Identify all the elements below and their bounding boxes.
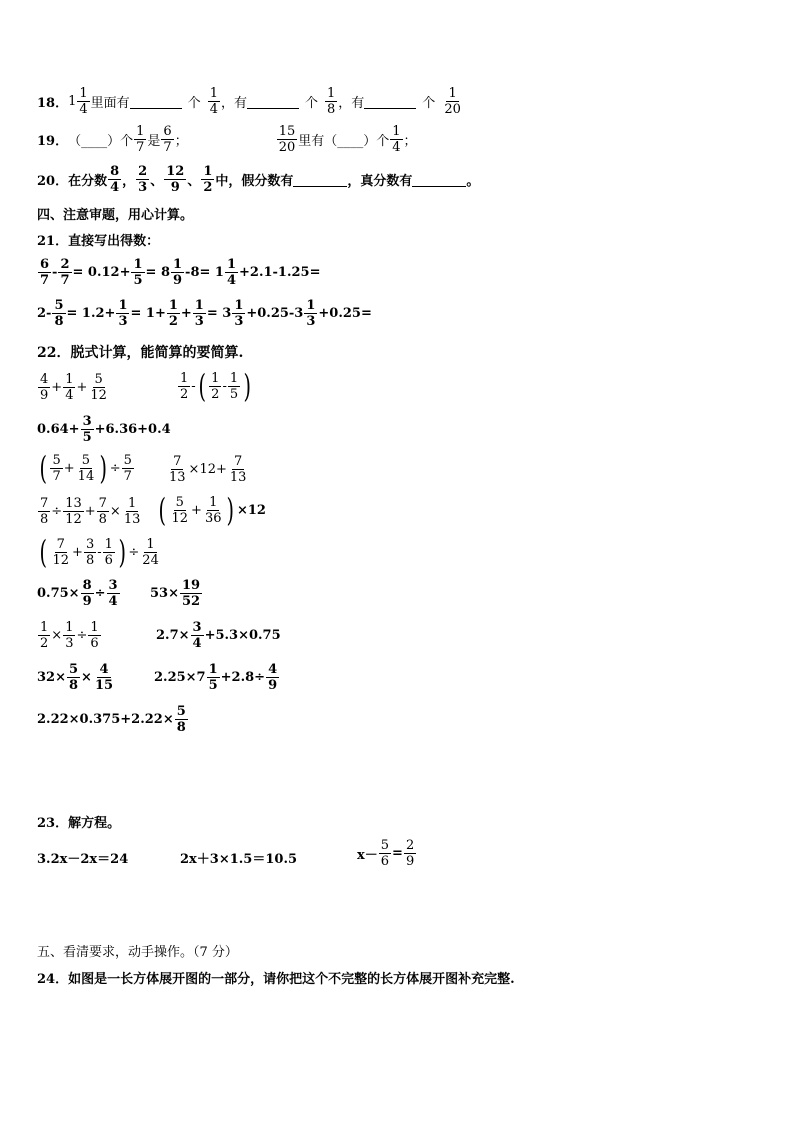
q23-equation-1: 3.2x－2x＝24 (37, 852, 129, 867)
q22-expr-k: $\frac{1}{2}$ × $\frac{1}{3}$ ÷ $\frac{1}{6}$ (40, 620, 99, 651)
question-19: 19． （____）个 $\frac{1}{7}$ 是 $\frac{6}{7}$ ； $\frac{15}{20}$ 里有（____）个 $\frac{1}{4}$ ； (37, 124, 417, 155)
question-23-title: 23．解方程。 (37, 816, 121, 831)
q22-expr-b: $\frac{1}{2}$ - ( $\frac{1}{2}$ - $\frac{1}{5}$ ) (180, 367, 252, 405)
q22-expr-l: 2.7× $\frac{3}{4}$ +5.3×0.75 (156, 620, 281, 651)
question-22-title: 22．脱式计算，能简算的要简算. (37, 345, 244, 361)
section-4-heading: 四、注意审题，用心计算。 (37, 208, 194, 223)
q22-expr-d: ( $\frac{5}{7}$ + $\frac{5}{14}$ ) ÷ $\frac{5}{7}$ (39, 449, 132, 487)
question-20: 20． 在分数 $\frac{8}{4}$ ， $\frac{2}{3}$ 、 $\frac{12}{9}$ 、 $\frac{1}{2}$ 中，假分数有 ，真分数有 。 (37, 164, 480, 195)
q22-expr-f: $\frac{7}{8}$ ÷ $\frac{13}{12}$ + $\frac{7}{8}$ × $\frac{1}{13}$ (40, 496, 141, 527)
answer-blank[interactable] (412, 172, 466, 187)
answer-blank[interactable] (247, 94, 299, 109)
answer-blank[interactable] (364, 94, 416, 109)
question-24: 24．如图是一长方体展开图的一部分，请你把这个不完整的长方体展开图补充完整. (37, 972, 515, 987)
mixed-number: 1 $\frac{1}{4}$ (68, 86, 88, 117)
q22-expr-h: ( $\frac{7}{12}$ + $\frac{3}{8}$ - $\frac{1}{6}$ ) ÷ $\frac{1}{24}$ (39, 533, 159, 571)
answer-blank[interactable] (130, 94, 182, 109)
q22-expr-a: $\frac{4}{9}$ + $\frac{1}{4}$ + $\frac{5}{12}$ (40, 372, 107, 403)
q22-expr-j: 53× $\frac{19}{52}$ (150, 578, 201, 609)
question-21-row-1: $\frac{6}{7}$ - $\frac{2}{7}$ = 0.12+ $\frac{1}{5}$ = 8 $\frac{1}{9}$ -8= 1 $\frac{1}{4}$ +2.1-1.25= (40, 257, 321, 288)
q23-equation-2: 2x＋3×1.5＝10.5 (180, 852, 298, 867)
q22-expr-g: ( $\frac{5}{12}$ + $\frac{1}{36}$ ) ×12 (158, 491, 266, 529)
q22-expr-n: 2.25×7 $\frac{1}{5}$ +2.8÷ $\frac{4}{9}$ (154, 662, 278, 693)
answer-blank[interactable] (293, 172, 347, 187)
q22-expr-m: 32× $\frac{5}{8}$ × $\frac{4}{15}$ (37, 662, 114, 693)
section-5-heading: 五、看清要求，动手操作。（7 分） (37, 945, 238, 960)
question-21-row-2: 2- $\frac{5}{8}$ = 1.2+ $\frac{1}{3}$ = 1+ $\frac{1}{2}$ + $\frac{1}{3}$ = 3 $\frac{1}{3}$ +0.25-3 $\frac{1}{3}$ +0.25= (37, 298, 372, 329)
q22-expr-o: 2.22×0.375+2.22× $\frac{5}{8}$ (37, 704, 186, 735)
question-18: 18． 1 $\frac{1}{4}$ 里面有 个 $\frac{1}{4}$ ，有 个 $\frac{1}{8}$ ，有 个 $\frac{1}{20}$ (37, 86, 461, 117)
q22-expr-c: 0.64+ $\frac{3}{5}$ +6.36+0.4 (37, 414, 171, 445)
q22-expr-i: 0.75× $\frac{8}{9}$ ÷ $\frac{3}{4}$ (37, 578, 118, 609)
q23-equation-3: x－ $\frac{5}{6}$ = $\frac{2}{9}$ (357, 838, 415, 869)
question-21-title: 21．直接写出得数： (37, 234, 160, 249)
q22-expr-e: $\frac{7}{13}$ ×12+ $\frac{7}{13}$ (169, 454, 247, 485)
